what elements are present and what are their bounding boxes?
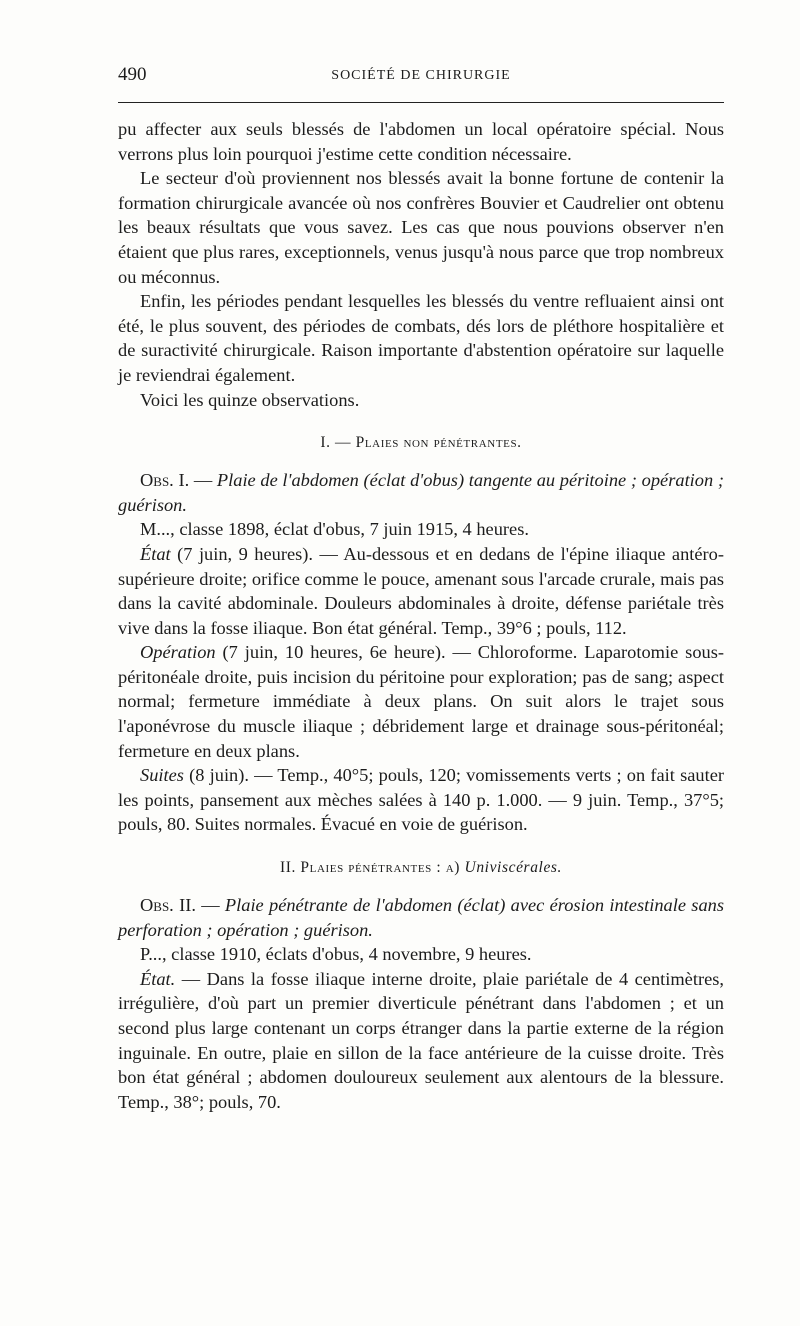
obs1-label: Obs. I. — bbox=[140, 470, 213, 491]
obs1-patient: M..., classe 1898, éclat d'obus, 7 juin 1915, 4 heures. bbox=[140, 519, 529, 540]
obs2-etat bbox=[118, 967, 724, 1115]
obs1-operation bbox=[118, 640, 724, 763]
obs2-title-line bbox=[118, 893, 724, 942]
obs2-patient: P..., classe 1910, éclats d'obus, 4 novembre, 9 heures. bbox=[140, 944, 532, 965]
obs2-label: Obs. II. — bbox=[140, 895, 220, 916]
header-rule bbox=[118, 102, 724, 103]
obs1-operation-text: (7 juin, 10 heures, 6e heure). — Chloroforme. Laparotomie sous-péritonéale droite, puis incision du péritoine pour exploration; pas de sang; aspect normal; fermeture immédiate à deux plans. On suit alors le trajet sous l'aponévrose du muscle iliaque ; débridement large et drainage sous-péritonéal; fermeture en deux plans. bbox=[118, 642, 724, 761]
obs1-etat-text: (7 juin, 9 heures). — Au-dessous et en dedans de l'épine iliaque antéro-supérieure droite; orifice comme le pouce, amenant sous l'arcade crurale, mais pas dans la cavité abdominale. Douleurs abdominales à droite, défense pariétale très vive dans la fosse iliaque. Bon état général. Temp., 39°6 ; pouls, 112. bbox=[118, 543, 724, 638]
book-page bbox=[118, 64, 724, 1114]
obs1-suites-label: Suites bbox=[140, 765, 184, 786]
paragraph-continued: pu affecter aux seuls blessés de l'abdomen un local opératoire spécial. Nous verrons plus loin pourquoi j'estime cette condition nécessaire. bbox=[118, 119, 724, 164]
section2-heading-prefix: II. Plaies pénétrantes : a) bbox=[279, 859, 465, 877]
obs2-title: Plaie pénétrante de l'abdomen (éclat) avec érosion intestinale sans perforation ; opération ; guérison. bbox=[118, 895, 724, 940]
paragraph-observations-intro: Voici les quinze observations. bbox=[140, 389, 360, 410]
obs1-title: Plaie de l'abdomen (éclat d'obus) tangente au péritoine ; opération ; guérison. bbox=[118, 470, 724, 515]
section-heading-plaies-penetrantes bbox=[118, 859, 724, 877]
obs1-etat-label: État bbox=[140, 543, 171, 564]
section-heading-plaies-non-penetrantes: I. — Plaies non pénétrantes. bbox=[320, 434, 522, 452]
obs1-suites bbox=[118, 763, 724, 837]
section2-heading-italic: Univiscérales. bbox=[464, 859, 563, 877]
obs1-suites-text: (8 juin). — Temp., 40°5; pouls, 120; vomissements verts ; on fait sauter les points, pansement aux mèches salées à 140 p. 1.000. — 9 juin. Temp., 37°5; pouls, 80. Suites normales. Évacué en voie de guérison. bbox=[118, 765, 724, 835]
paragraph-secteur: Le secteur d'où proviennent nos blessés avait la bonne fortune de contenir la formation chirurgicale avancée où nos confrères Bouvier et Caudrelier ont obtenu les beaux résultats que vous savez. Les cas que nous pouvions observer n'en étaient que plus rares, exceptionnels, venus jusqu'à nous parce que trop nombreux ou méconnus. bbox=[118, 168, 724, 287]
obs1-operation-label: Opération bbox=[140, 642, 216, 663]
obs2-etat-label: État. bbox=[140, 968, 176, 989]
running-title: SOCIÉTÉ DE CHIRURGIE bbox=[331, 68, 511, 83]
page-header bbox=[118, 64, 724, 94]
page-number: 490 bbox=[118, 64, 147, 85]
paragraph-periodes: Enfin, les périodes pendant lesquelles les blessés du ventre refluaient ainsi ont été, le plus souvent, des périodes de combats, dés lors de pléthore hospitalière et de suractivité chirurgicale. Raison importante d'abstention opératoire sur laquelle je reviendrai également. bbox=[118, 291, 724, 385]
obs1-etat bbox=[118, 542, 724, 640]
obs1-title-line bbox=[118, 468, 724, 517]
obs2-etat-text: — Dans la fosse iliaque interne droite, plaie pariétale de 4 centimètres, irrégulière, d'où part un premier diverticule pénétrant dans l'abdomen ; et un second plus large contenant un corps étranger dans la partie externe de la région inguinale. En outre, plaie en sillon de la face antérieure de la cuisse droite. Très bon état général ; abdomen douloureux seulement aux alentours de la blessure. Temp., 38°; pouls, 70. bbox=[118, 968, 724, 1112]
